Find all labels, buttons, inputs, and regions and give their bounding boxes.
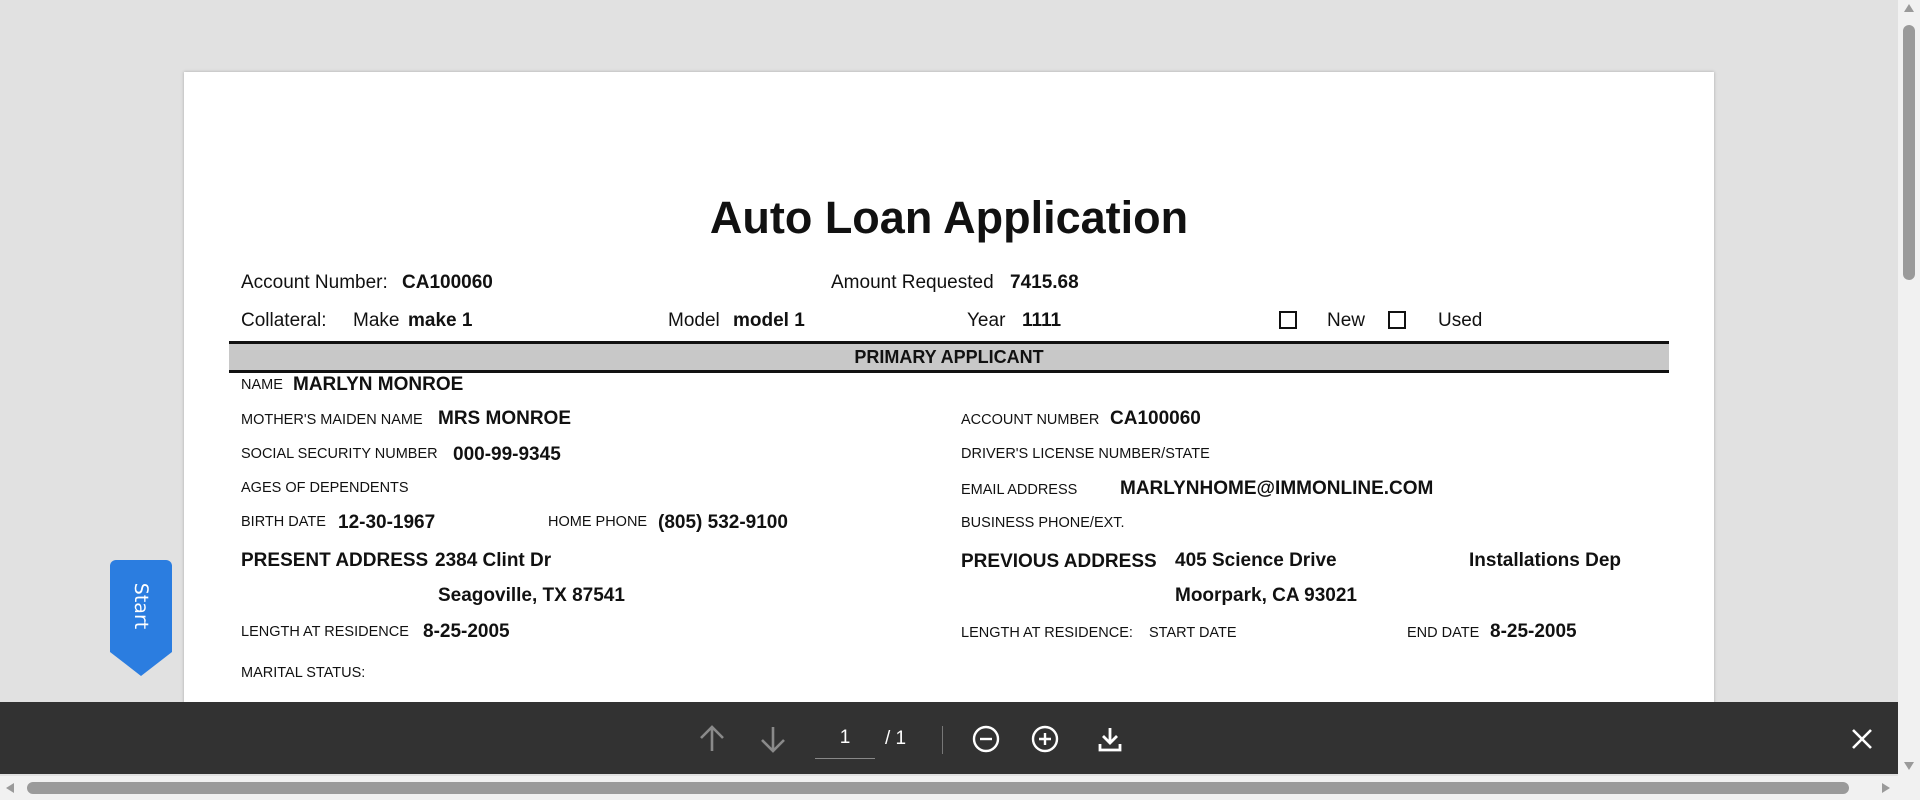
name-value: MARLYN MONROE	[293, 374, 464, 395]
zoom-in-button[interactable]	[1025, 719, 1065, 759]
email-address-value: MARLYNHOME@IMMONLINE.COM	[1120, 478, 1434, 499]
start-button[interactable]	[110, 560, 172, 652]
close-icon	[1848, 725, 1876, 753]
end-date-value: 8-25-2005	[1490, 621, 1577, 642]
collateral-label: Collateral:	[241, 310, 327, 331]
arrow-down-icon	[757, 723, 789, 755]
download-button[interactable]	[1090, 719, 1130, 759]
length-at-residence-value: 8-25-2005	[423, 621, 510, 642]
scroll-right-arrow-icon[interactable]	[1882, 783, 1890, 793]
scroll-up-arrow-icon[interactable]	[1904, 4, 1914, 12]
model-label: Model	[668, 310, 720, 331]
ssn-label: SOCIAL SECURITY NUMBER	[241, 446, 438, 462]
home-phone-label: HOME PHONE	[548, 514, 648, 530]
account-number-field-value: CA100060	[1110, 408, 1201, 429]
present-address-line2: Seagoville, TX 87541	[438, 585, 625, 606]
amount-requested-value: 7415.68	[1010, 272, 1079, 293]
previous-address-line2: Moorpark, CA 93021	[1175, 585, 1357, 606]
mothers-maiden-name-value: MRS MONROE	[438, 408, 571, 429]
vertical-scroll-thumb[interactable]	[1903, 25, 1915, 280]
close-viewer-button[interactable]	[1842, 719, 1882, 759]
start-button-label: Start	[129, 582, 152, 630]
birth-date-label: BIRTH DATE	[241, 514, 326, 530]
make-label: Make	[353, 310, 400, 331]
email-address-label: EMAIL ADDRESS	[961, 482, 1078, 498]
previous-length-at-residence-label: LENGTH AT RESIDENCE:	[961, 625, 1133, 641]
scrollbar-corner	[1898, 776, 1920, 800]
make-value: make 1	[408, 310, 473, 331]
model-value: model 1	[733, 310, 805, 331]
present-address-label: PRESENT ADDRESS	[241, 550, 429, 571]
primary-applicant-section-header: PRIMARY APPLICANT	[229, 341, 1669, 373]
mothers-maiden-name-label: MOTHER'S MAIDEN NAME	[241, 412, 423, 428]
horizontal-scroll-thumb[interactable]	[27, 782, 1849, 794]
end-date-label: END DATE	[1407, 625, 1480, 641]
account-number-field-label: ACCOUNT NUMBER	[961, 412, 1100, 428]
used-checkbox[interactable]	[1388, 311, 1406, 329]
page-number-input[interactable]	[815, 718, 875, 759]
ages-of-dependents-label: AGES OF DEPENDENTS	[241, 480, 409, 496]
toolbar-divider	[942, 726, 943, 754]
page-total: / 1	[885, 728, 907, 749]
previous-address-line1: 405 Science Drive	[1175, 550, 1337, 571]
present-address-line1: 2384 Clint Dr	[435, 550, 552, 571]
zoom-out-icon	[970, 723, 1002, 755]
arrow-up-icon	[696, 723, 728, 755]
used-label: Used	[1438, 310, 1483, 331]
next-page-button[interactable]	[753, 719, 793, 759]
length-at-residence-label: LENGTH AT RESIDENCE	[241, 624, 409, 640]
drivers-license-label: DRIVER'S LICENSE NUMBER/STATE	[961, 446, 1210, 462]
start-date-label: START DATE	[1149, 625, 1237, 641]
year-value: 1111	[1022, 310, 1062, 331]
previous-address-extra: Installations Dep	[1469, 550, 1622, 571]
new-checkbox[interactable]	[1279, 311, 1297, 329]
account-number-value: CA100060	[402, 272, 493, 293]
document-title: Auto Loan Application	[709, 192, 1189, 243]
scroll-left-arrow-icon[interactable]	[6, 783, 14, 793]
zoom-in-icon	[1029, 723, 1061, 755]
zoom-out-button[interactable]	[966, 719, 1006, 759]
marital-status-label: MARITAL STATUS:	[241, 665, 366, 681]
business-phone-label: BUSINESS PHONE/EXT.	[961, 515, 1125, 531]
previous-page-button[interactable]	[692, 719, 732, 759]
birth-date-value: 12-30-1967	[338, 512, 436, 533]
vertical-scrollbar[interactable]	[1898, 0, 1920, 776]
name-label: NAME	[241, 377, 283, 393]
ssn-value: 000-99-9345	[453, 444, 561, 465]
home-phone-value: (805) 532-9100	[658, 512, 788, 533]
horizontal-scrollbar[interactable]	[0, 776, 1898, 800]
scroll-down-arrow-icon[interactable]	[1904, 762, 1914, 770]
viewer-toolbar	[0, 702, 1898, 774]
account-number-label: Account Number:	[241, 272, 388, 293]
pdf-page	[184, 72, 1714, 774]
year-label: Year	[967, 310, 1006, 331]
start-tab-pointer	[110, 652, 172, 676]
download-icon	[1094, 723, 1126, 755]
previous-address-label: PREVIOUS ADDRESS	[961, 551, 1157, 572]
new-label: New	[1327, 310, 1366, 331]
amount-requested-label: Amount Requested	[831, 272, 994, 293]
